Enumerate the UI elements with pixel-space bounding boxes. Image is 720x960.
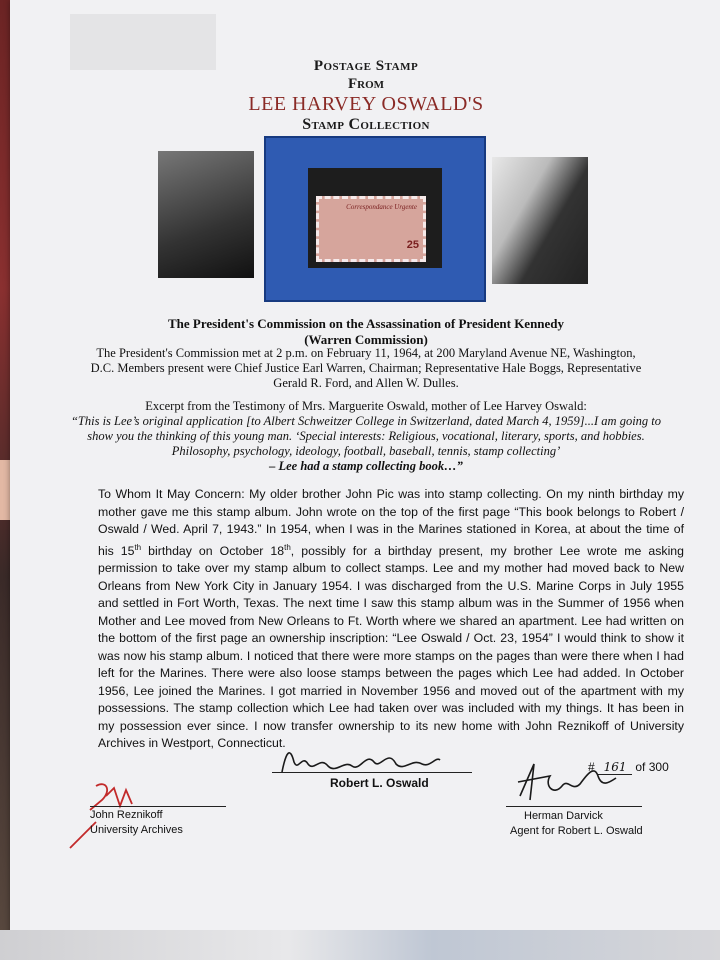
stamp-value: 25 [406,239,419,251]
commission-title: The President's Commission on the Assassination of President Kennedy [167,316,565,331]
letter-part-3: , possibly for a birthday present, my brother Lee wrote me asking permission to take over my stamp album to collect stamps. Lee and my mother had moved back to New Orleans from New York City in January 1954. I was discharged from the U.S. Marine Corps in July 1955 and settled in Fort Worth, Texas. The next time I saw this stamp album was in the Summer of 1956 when Mother and Lee moved from New Orleans to Ft. Worth where we shared an apartment. Lee had written on the bottom of the first page an ownership inscription: “Lee Oswald / Oct. 23, 1954” I would think to show it was now his stamp album. I noticed that there were more stamps on the pages than were there when I had left for the Marines. There were also loose stamps between the pages which Lee had added. In October 1956, Lee joined the Marines. I got married in November 1956 and moved out of the apartment with my possessions. The stamp collection which Lee had taken over was included with my things. It has been in my possession ever since. I now transfer ownership to its new home with John Reznikoff of University Archives in Westport, Connecticut. [98,543,684,751]
edition-value: 161 [598,760,632,775]
header-line-2: From [347,76,385,92]
robert-signature-line [272,772,472,773]
darvick-signature-line [506,806,642,807]
letter-part-1: To Whom It May Concern: My older brother John Pic was into stamp collecting. On my ninth birthday my mother gave me this stamp album. John wrote on the top of the first page “This book belongs to Robert / Oswald / Wed. April 7, 1943.” In 1954, when I was in the Marines stationed in Korea, at about the time of his 15 [98,487,684,558]
portrait-photo [158,151,254,278]
letter-sup-1: th [134,542,142,552]
edition-total: of 300 [635,760,669,774]
header-line-1: Postage Stamp [313,58,419,74]
reznikoff-org: University Archives [90,824,183,836]
edition-hash: # [588,760,595,774]
darvick-title: Agent for Robert L. Oswald [510,825,643,837]
reznikoff-name: John Reznikoff [90,809,163,821]
header-title: LEE HARVEY OSWALD'S [248,93,484,115]
document-sheet [10,0,720,940]
excerpt-quote [66,414,666,474]
stamp-mount [308,168,442,268]
header-line-4: Stamp Collection [302,116,430,133]
outdoor-photo [492,157,588,284]
letter-body [98,486,684,753]
reznikoff-signature-line [90,806,226,807]
darvick-signature [510,756,630,806]
commission-subtitle: (Warren Commission) [304,332,428,347]
excerpt-quote-text: “This is Lee’s original application [to Albert Schweitzer College in Switzerland, dated March 4, 1959]...I am going to show you the thinking of this young man. ‘Special interests: Religious, vocational, literary, sports, and hobbies. Philosophy, psychology, ideology, football, baseball, tennis, stamp collecting’ [70,414,662,458]
stamp-frame [264,136,486,302]
robert-name: Robert L. Oswald [330,776,429,790]
excerpt-heading: Excerpt from the Testimony of Mrs. Marguerite Oswald, mother of Lee Harvey Oswald: [145,399,587,413]
stamp-word: Correspondance Urgente [346,203,417,211]
excerpt-attribution: – Lee had a stamp collecting book…” [269,459,463,473]
commission-body: The President's Commission met at 2 p.m. on February 11, 1964, at 200 Maryland Avenue NE, Washington, D.C. Members present were Chief Justice Earl Warren, Chairman; Representative Hale Boggs, Representative Gerald R. Ford, and Allen W. Dulles. [90,346,642,390]
postage-stamp [316,196,426,262]
darvick-name: Herman Darvick [524,810,603,822]
letter-sup-2: th [284,542,291,552]
letter-part-2: birthday on October 18 [141,543,285,558]
background-bottom [0,930,720,960]
